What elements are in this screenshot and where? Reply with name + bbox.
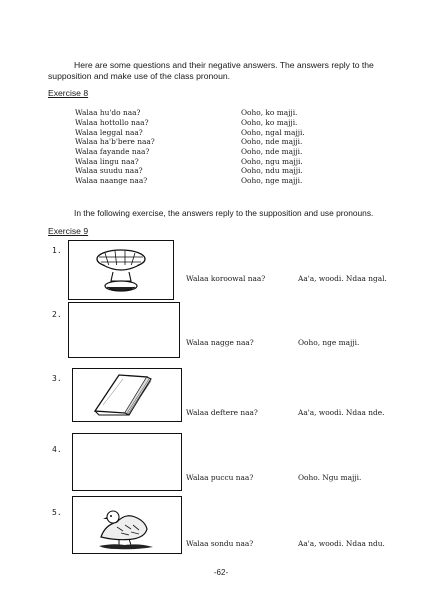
carved-bowl-icon bbox=[69, 241, 173, 299]
question: Walaa naange naa? bbox=[75, 176, 148, 186]
answer: Ooho, nde majji. bbox=[241, 147, 303, 157]
item-number: 1. bbox=[52, 246, 62, 255]
empty-picture-box bbox=[68, 302, 180, 358]
exercise-8-list bbox=[75, 108, 375, 186]
exercise-9-item-5 bbox=[48, 496, 408, 558]
answer: Ooho, nge majji. bbox=[241, 176, 303, 186]
answer: Ooho, ngal majji. bbox=[241, 127, 305, 137]
list-item bbox=[75, 166, 375, 176]
question: Walaa leggal naa? bbox=[75, 127, 143, 137]
list-item bbox=[75, 156, 375, 166]
empty-picture-box bbox=[72, 433, 182, 491]
list-item bbox=[75, 108, 375, 118]
list-item bbox=[75, 127, 375, 137]
answer: Ooho, nde majji. bbox=[241, 137, 303, 147]
list-item bbox=[75, 137, 375, 147]
question: Walaa suudu naa? bbox=[75, 166, 143, 176]
item-number: 3. bbox=[52, 374, 62, 383]
question: Walaa hottollo naa? bbox=[75, 118, 149, 128]
answer: Ooho, ndu majji. bbox=[241, 166, 303, 176]
exercise-8-heading: Exercise 8 bbox=[48, 88, 89, 98]
answer: Aa'a, woodi. Ndaa ndu. bbox=[298, 539, 385, 548]
page-number: -62- bbox=[213, 568, 229, 577]
question: Walaa nagge naa? bbox=[186, 338, 254, 347]
list-item bbox=[75, 176, 375, 186]
question: Walaa sondu naa? bbox=[186, 539, 254, 548]
exercise-9-intro bbox=[48, 208, 398, 218]
quail-icon bbox=[73, 497, 181, 553]
answer: Ooho. Ngu majji. bbox=[298, 473, 362, 482]
bird-picture bbox=[72, 496, 182, 554]
answer: Ooho, ngu majji. bbox=[241, 156, 303, 166]
answer: Ooho, ko majji. bbox=[241, 118, 298, 128]
exercise-9-item-3 bbox=[48, 368, 408, 430]
question: Walaa lingu naa? bbox=[75, 156, 139, 166]
exercise-9-item-2 bbox=[48, 302, 408, 364]
answer: Aa'a, woodi. Ndaa nde. bbox=[298, 408, 385, 417]
answer: Ooho, ko majji. bbox=[241, 108, 298, 118]
exercise-9-heading: Exercise 9 bbox=[48, 226, 89, 236]
exercise-9-item-4 bbox=[48, 433, 408, 495]
exercise-9-item-1 bbox=[48, 240, 408, 302]
item-number: 5. bbox=[52, 508, 62, 517]
list-item bbox=[75, 118, 375, 128]
item-number: 4. bbox=[52, 445, 62, 454]
answer: Ooho, nge majji. bbox=[298, 338, 360, 347]
intro2-text: In the following exercise, the answers reply to the supposition and use pronouns. bbox=[74, 208, 374, 218]
bowl-picture bbox=[68, 240, 174, 300]
question: Walaa deftere naa? bbox=[186, 408, 258, 417]
question: Walaa puccu naa? bbox=[186, 473, 254, 482]
answer: Aa'a, woodi. Ndaa ngal. bbox=[298, 274, 387, 283]
list-item bbox=[75, 147, 375, 157]
book-icon bbox=[73, 369, 181, 421]
question: Walaa koroowal naa? bbox=[186, 274, 266, 283]
book-picture bbox=[72, 368, 182, 422]
question: Walaa ha'b'bere naa? bbox=[75, 137, 155, 147]
item-number: 2. bbox=[52, 310, 62, 319]
question: Walaa fayande naa? bbox=[75, 147, 150, 157]
intro-paragraph bbox=[48, 60, 393, 82]
intro-text: Here are some questions and their negative answers. The answers reply to the supposition and make use of the class pronoun. bbox=[48, 60, 374, 81]
question: Walaa hu'do naa? bbox=[75, 108, 141, 118]
